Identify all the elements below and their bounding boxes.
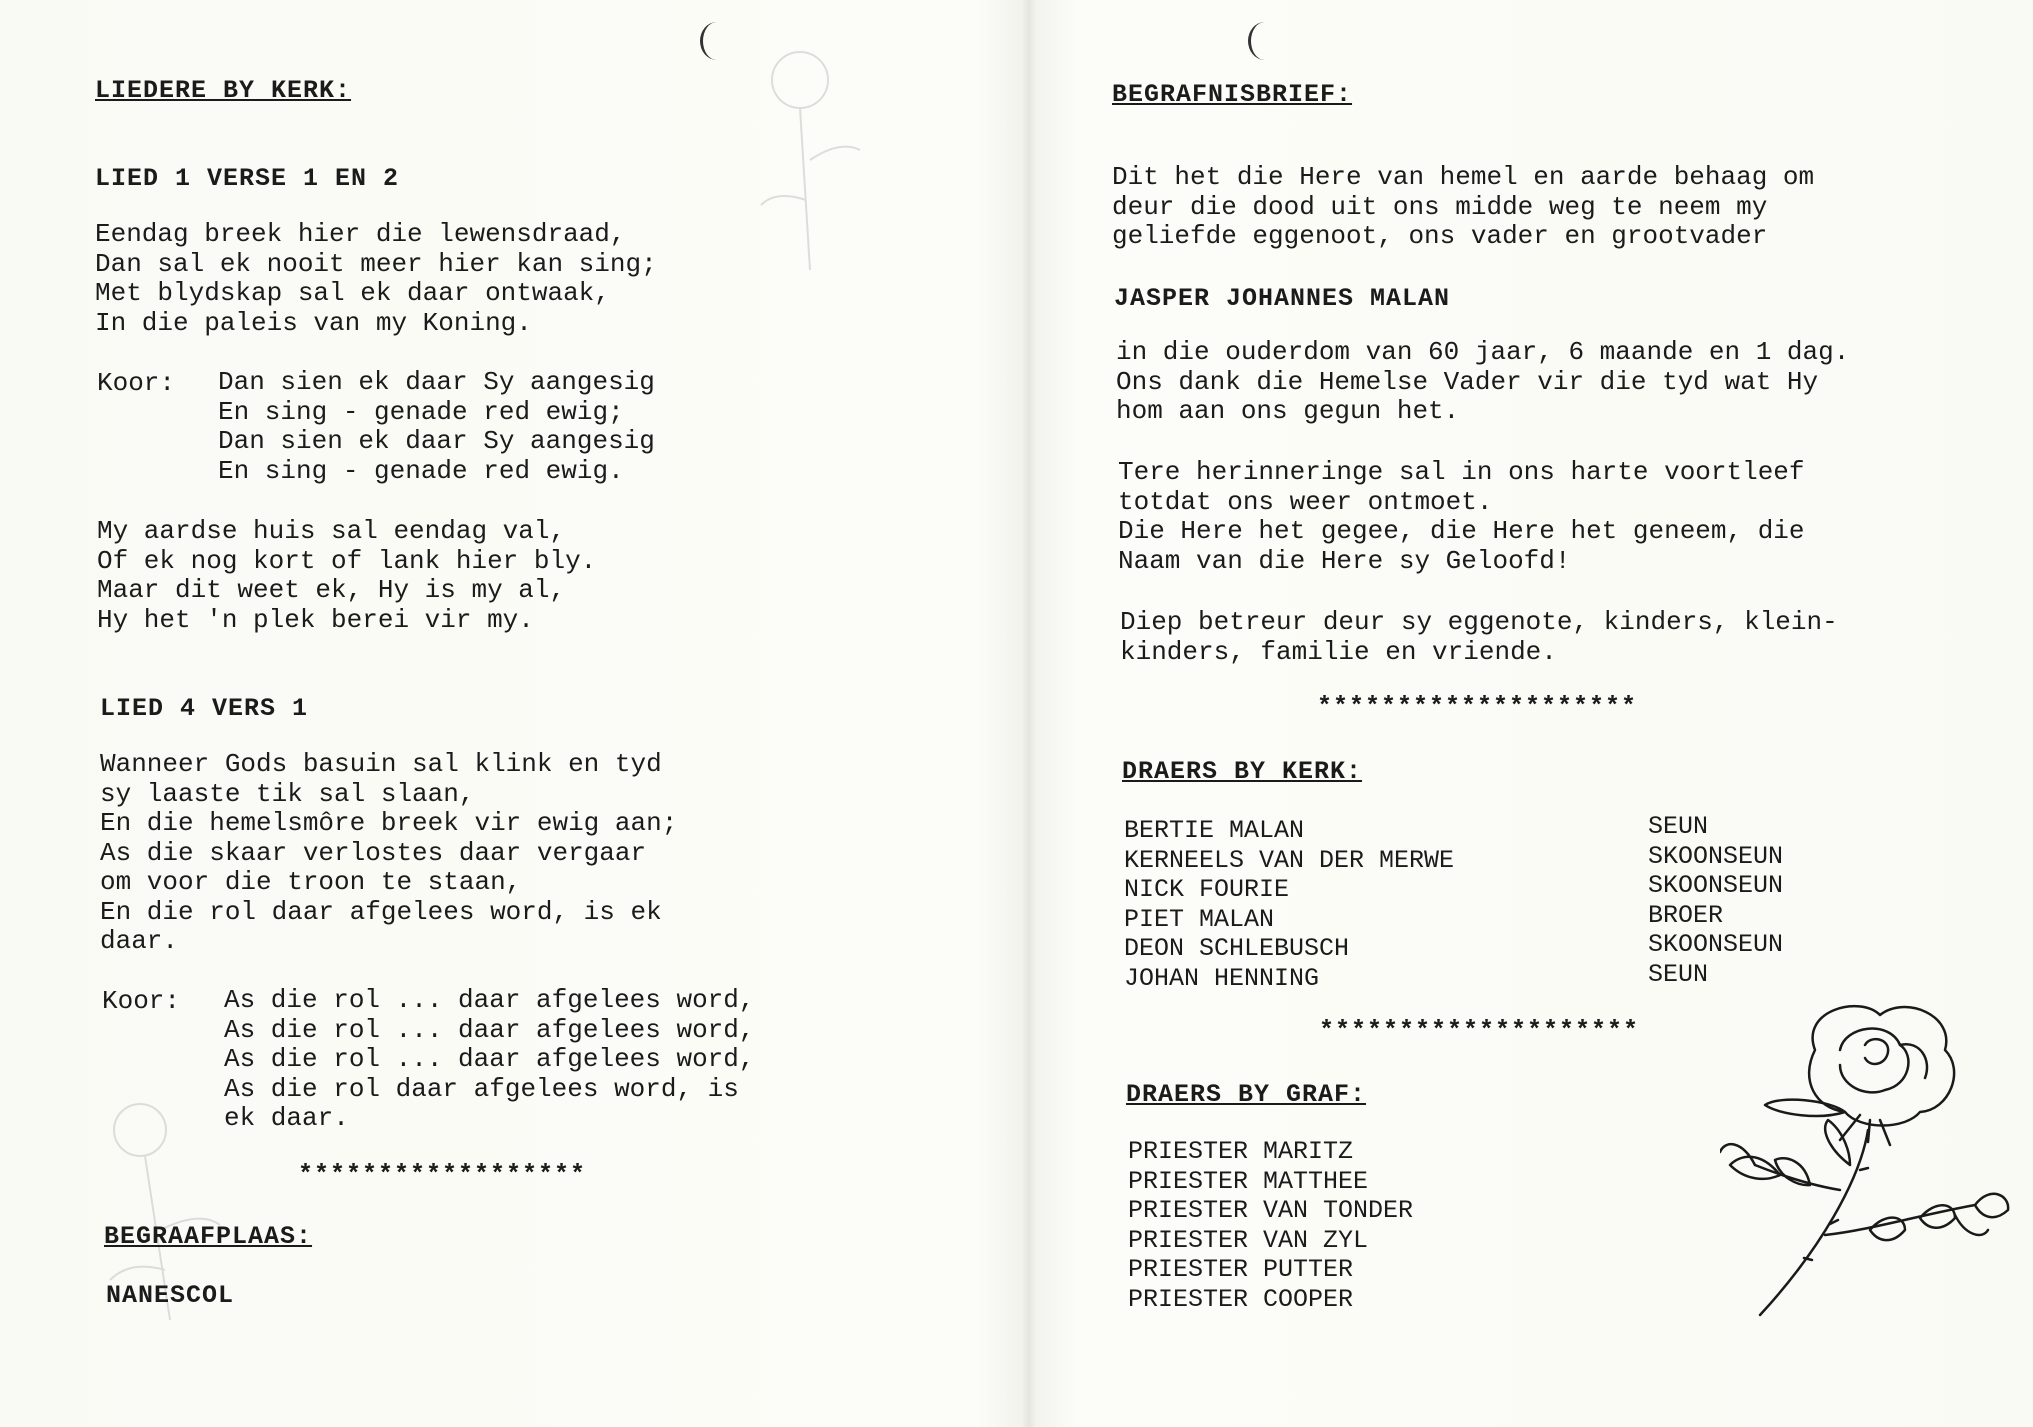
bearer-name: KERNEELS VAN DER MERWE bbox=[1124, 845, 1455, 875]
song1-chorus-label: Koor: bbox=[97, 368, 176, 398]
text-line: totdat ons weer ontmoet. bbox=[1118, 486, 1493, 517]
verse-line: En die rol daar afgelees word, is ek bbox=[100, 896, 662, 927]
bearer-name: NICK FOURIE bbox=[1124, 875, 1290, 904]
memory-text bbox=[1118, 458, 1805, 576]
church-bearers-heading: DRAERS BY KERK: bbox=[1122, 757, 1363, 786]
verse-line: daar. bbox=[100, 926, 179, 956]
bearer-name: PIET MALAN bbox=[1124, 904, 1275, 934]
grave-bearer: PRIESTER VAN TONDER bbox=[1128, 1196, 1414, 1225]
text-line: Ons dank die Hemelse Vader vir die tyd wat Hy bbox=[1116, 366, 1819, 397]
verse-line: In die paleis van my Koning. bbox=[95, 307, 532, 338]
grave-bearers-list bbox=[1128, 1137, 1413, 1314]
verse-line: As die skaar verlostes daar vergaar bbox=[100, 837, 647, 868]
deceased-name: JASPER JOHANNES MALAN bbox=[1114, 284, 1451, 313]
text-line: kinders, familie en vriende. bbox=[1120, 636, 1557, 667]
chorus-line: As die rol daar afgelees word, is bbox=[224, 1073, 739, 1104]
chorus-line: En sing - genade red ewig; bbox=[218, 396, 624, 427]
cemetery-name: NANESCOL bbox=[106, 1281, 235, 1310]
song1-verse2 bbox=[97, 517, 596, 635]
chorus-line: As die rol ... daar afgelees word, bbox=[224, 1014, 755, 1045]
chorus-line: As die rol ... daar afgelees word, bbox=[224, 1044, 755, 1074]
text-line: Dit het die Here van hemel en aarde behaag om bbox=[1112, 162, 1815, 192]
center-fold bbox=[1022, 0, 1036, 1427]
text-line: hom aan ons gegun het. bbox=[1116, 396, 1460, 426]
song1-title: LIED 1 VERSE 1 EN 2 bbox=[95, 164, 400, 193]
verse-line: Hy het 'n plek berei vir my. bbox=[97, 604, 534, 635]
verse-line: En die hemelsmôre breek vir ewig aan; bbox=[100, 808, 678, 838]
bearer-name: JOHAN HENNING bbox=[1124, 963, 1320, 993]
mourners-text bbox=[1120, 608, 1838, 667]
verse-line: Of ek nog kort of lank hier bly. bbox=[97, 545, 597, 576]
bearer-name: DEON SCHLEBUSCH bbox=[1124, 934, 1350, 963]
grave-bearers-heading: DRAERS BY GRAF: bbox=[1126, 1080, 1367, 1109]
grave-bearer: PRIESTER COOPER bbox=[1128, 1284, 1354, 1314]
bearer-relation: SEUN bbox=[1648, 812, 1709, 841]
bearer-relation: BROER bbox=[1648, 900, 1724, 930]
chorus-line: En sing - genade red ewig. bbox=[218, 455, 624, 486]
bearer-relation: SKOONSEUN bbox=[1648, 871, 1784, 900]
grave-bearer: PRIESTER PUTTER bbox=[1128, 1255, 1354, 1284]
song1-verse bbox=[95, 220, 657, 338]
verse-line: Dan sal ek nooit meer hier kan sing; bbox=[95, 248, 657, 279]
intro-text bbox=[1112, 163, 1814, 252]
verse-line: Met blydskap sal ek daar ontwaak, bbox=[95, 278, 610, 308]
song2-title: LIED 4 VERS 1 bbox=[100, 694, 309, 723]
church-bearers-names bbox=[1124, 816, 1454, 993]
verse-line: Wanneer Gods basuin sal klink en tyd bbox=[100, 749, 662, 779]
song2-chorus bbox=[224, 986, 755, 1134]
separator-stars: ******************** bbox=[1317, 692, 1638, 721]
verse-line: My aardse huis sal eendag val, bbox=[97, 516, 566, 546]
separator-stars: ******************** bbox=[1319, 1016, 1640, 1045]
text-line: in die ouderdom van 60 jaar, 6 maande en 1 dag. bbox=[1116, 337, 1850, 367]
bearer-relation: SEUN bbox=[1648, 959, 1709, 989]
text-line: Diep betreur deur sy eggenote, kinders, klein- bbox=[1120, 607, 1838, 637]
bearer-name: BERTIE MALAN bbox=[1124, 816, 1305, 845]
chorus-line: Dan sien ek daar Sy aangesig bbox=[218, 367, 655, 397]
bearer-relation: SKOONSEUN bbox=[1648, 841, 1784, 871]
letter-heading: BEGRAFNISBRIEF: bbox=[1112, 80, 1353, 109]
church-bearers-relations bbox=[1648, 812, 1783, 989]
chorus-line: As die rol ... daar afgelees word, bbox=[224, 985, 755, 1015]
chorus-line: ek daar. bbox=[224, 1103, 349, 1133]
verse-line: om voor die troon te staan, bbox=[100, 867, 522, 897]
song2-chorus-label: Koor: bbox=[102, 986, 181, 1016]
grave-bearer: PRIESTER MATTHEE bbox=[1128, 1166, 1369, 1196]
chorus-line: Dan sien ek daar Sy aangesig bbox=[218, 426, 655, 456]
verse-line: Maar dit weet ek, Hy is my al, bbox=[97, 575, 566, 605]
separator-stars: ****************** bbox=[298, 1160, 587, 1189]
text-line: Tere herinneringe sal in ons harte voortleef bbox=[1118, 457, 1805, 487]
text-line: Die Here het gegee, die Here het geneem, die bbox=[1118, 516, 1805, 546]
verse-line: Eendag breek hier die lewensdraad, bbox=[95, 219, 626, 249]
rose-illustration-icon bbox=[1720, 990, 2010, 1320]
verse-line: sy laaste tik sal slaan, bbox=[100, 778, 475, 809]
age-text bbox=[1116, 338, 1849, 427]
text-line: Naam van die Here sy Geloofd! bbox=[1118, 545, 1571, 576]
text-line: deur die dood uit ons midde weg te neem my bbox=[1112, 191, 1768, 222]
cemetery-heading: BEGRAAFPLAAS: bbox=[104, 1222, 313, 1251]
grave-bearer: PRIESTER MARITZ bbox=[1128, 1137, 1354, 1166]
text-line: geliefde eggenoot, ons vader en grootvader bbox=[1112, 221, 1768, 251]
bearer-relation: SKOONSEUN bbox=[1648, 930, 1784, 959]
grave-bearer: PRIESTER VAN ZYL bbox=[1128, 1225, 1369, 1255]
songs-heading: LIEDERE BY KERK: bbox=[95, 76, 352, 105]
song1-chorus bbox=[218, 368, 655, 486]
song2-verse bbox=[100, 750, 677, 957]
